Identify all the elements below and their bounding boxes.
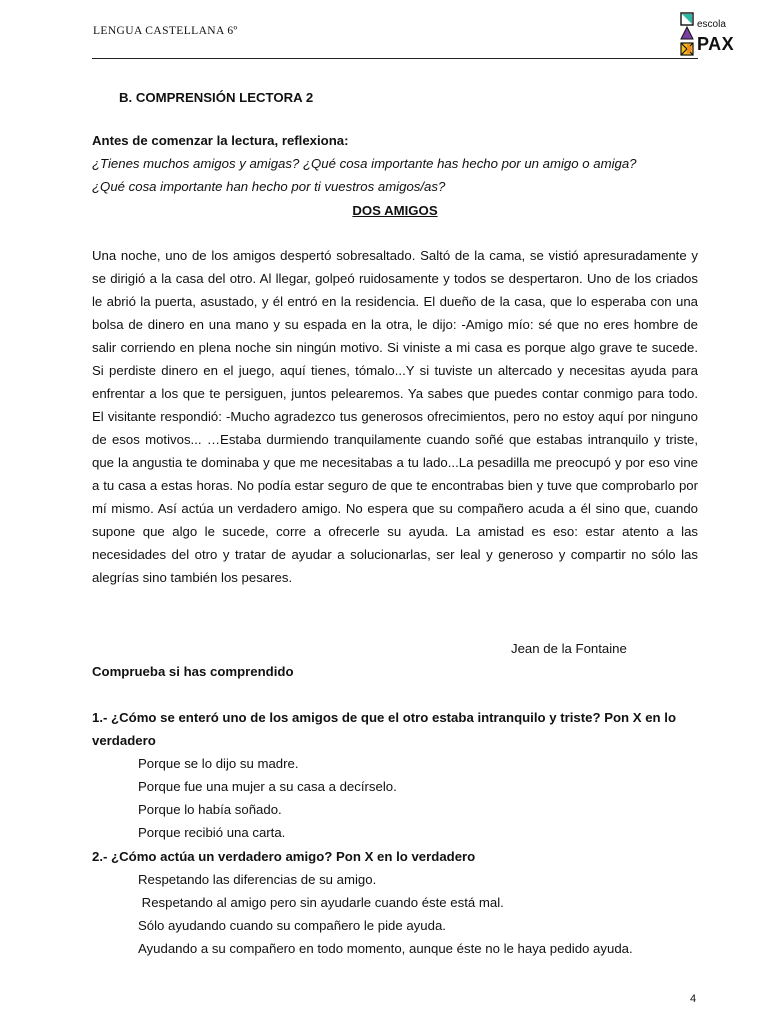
logo-word-top: escola — [697, 19, 726, 30]
story-text: Una noche, uno de los amigos despertó sobresaltado. Saltó de la cama, se vistió apresuradamente y se dirigió a la casa del otro. Al llegar, golpeó ruidosamente y todos se despertaron. Uno de los criados le abrió la puerta, asustado, y él entró en la residencia. El dueño de la casa, que lo esperaba con una bolsa de dinero en una mano y su espada en la otra, le dijo: -Amigo mío: sé que no eres hombre de salir corriendo en plena noche sin ningún motivo. Si viniste a mi casa es porque algo grave te sucede. Si perdiste dinero en el juego, aquí tienes, tómalo...Y si tuviste un altercado y necesitas ayuda para enfrentar a los que te persiguen, juntos pelearemos. Ya sabes que puedes contar conmigo para todo. El visitante respondió: -Mucho agradezco tus generosos ofrecimientos, pero no estoy aquí por ninguno de esos motivos... …Estaba durmiendo tranquilamente cuando soñé que estabas intranquilo y triste, que la angustia te dominaba y que me necesitabas a tu lado...La pesadilla me preocupó y por eso vine a tu casa a estas horas. No podía estar seguro de que te encontrabas bien y tuve que comprobarlo por mí mismo. Así actúa un verdadero amigo. No espera que su compañero acuda a él sino que, cuando supone que algo le sucede, corre a ofrecerle su ayuda. La amistad es eso: estar atento a las necesidades del otro y tratar de ayudar a solucionarlas, ser leal y generoso y compartir no sólo las alegrías sino también los pesares. — [92, 248, 698, 585]
comprehension-heading: Comprueba si has comprendido — [92, 664, 294, 679]
question-1-option[interactable]: Porque lo había soñado. — [138, 802, 282, 817]
question-2-option[interactable]: Ayudando a su compañero en todo momento, aunque éste no le haya pedido ayuda. — [138, 941, 633, 956]
question-1-option[interactable]: Porque fue una mujer a su casa a decírselo. — [138, 779, 397, 794]
question-2-option[interactable]: Respetando las diferencias de su amigo. — [138, 872, 377, 887]
question-2-option[interactable]: Sólo ayudando cuando su compañero le pide ayuda. — [138, 918, 446, 933]
question-1-option[interactable]: Porque se lo dijo su madre. — [138, 756, 299, 771]
question-1-option[interactable]: Porque recibió una carta. — [138, 825, 286, 840]
question-1: 1.- ¿Cómo se enteró uno de los amigos de que el otro estaba intranquilo y triste? Pon X en lo verdadero — [92, 710, 676, 748]
question-2-option[interactable]: Respetando al amigo pero sin ayudarle cuando éste está mal. — [138, 895, 504, 910]
intro-question-2: ¿Qué cosa importante han hecho por ti vuestros amigos/as? — [92, 179, 446, 194]
story-author: Jean de la Fontaine — [511, 641, 627, 656]
section-heading: B. COMPRENSIÓN LECTORA 2 — [119, 90, 314, 105]
question-2: 2.- ¿Cómo actúa un verdadero amigo? Pon X en lo verdadero — [92, 849, 476, 864]
logo-word-bottom: PAX — [697, 34, 735, 54]
page-number: 4 — [690, 993, 697, 1005]
subject-title: LENGUA CASTELLANA 6º — [93, 25, 238, 37]
header-divider — [92, 58, 698, 59]
intro-question-1: ¿Tienes muchos amigos y amigas? ¿Qué cosa importante has hecho por un amigo o amiga? — [92, 156, 637, 171]
story-title: DOS AMIGOS — [352, 203, 438, 218]
intro-heading: Antes de comenzar la lectura, reflexiona: — [92, 133, 349, 148]
